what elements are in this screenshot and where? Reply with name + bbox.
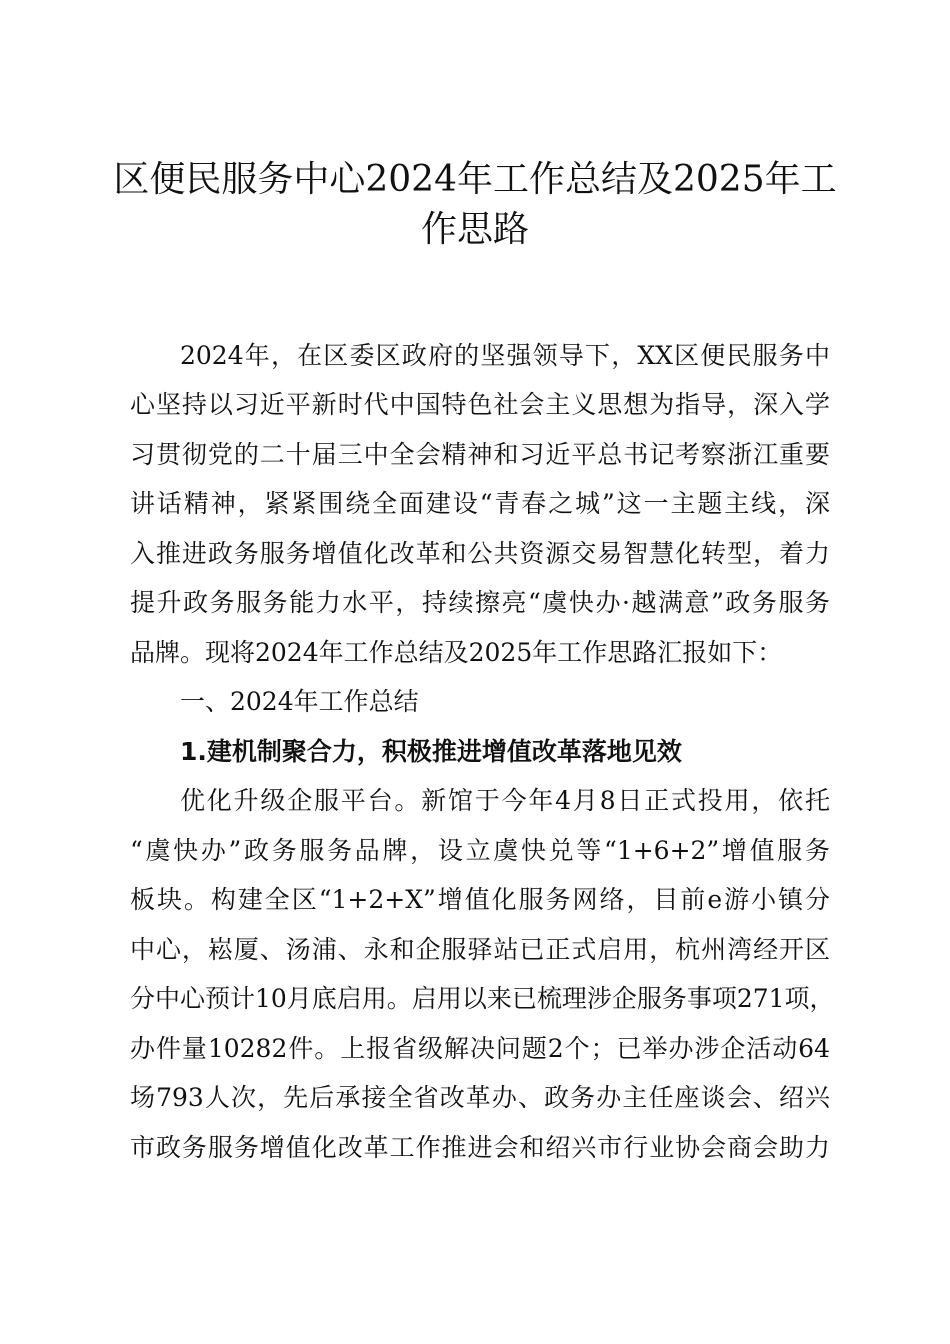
paragraph-line: 2024年，在区委区政府的坚强领导下，XX区便民服务中 [180, 341, 830, 370]
paragraph-line: 提升政务服务能力水平，持续擦亮“虞快办·越满意”政务服务 [130, 588, 830, 617]
paragraph-line: 办件量10282件。上报省级解决问题2个；已举办涉企活动64 [130, 1034, 830, 1063]
paragraph-line: 场793人次，先后承接全省改革办、政务办主任座谈会、绍兴 [130, 1083, 830, 1112]
document-title-line-2: 作思路 [420, 209, 529, 250]
paragraph-line: 中心，崧厦、汤浦、永和企服驿站已正式启用，杭州湾经开区 [130, 935, 830, 964]
section-heading: 一、2024年工作总结 [180, 687, 419, 716]
paragraph-line: 板块。构建全区“1+2+X”增值化服务网络，目前e游小镇分 [130, 885, 830, 914]
paragraph-line: 分中心预计10月底启用。启用以来已梳理涉企服务事项271项， [130, 984, 835, 1013]
paragraph-line: 市政务服务增值化改革工作推进会和绍兴市行业协会商会助力 [130, 1133, 830, 1162]
paragraph-line: 习贯彻党的二十届三中全会精神和习近平总书记考察浙江重要 [130, 440, 830, 469]
paragraph-line: 优化升级企服平台。新馆于今年4月8日正式投用，依托 [180, 786, 830, 815]
paragraph-line: 心坚持以习近平新时代中国特色社会主义思想为指导，深入学 [130, 390, 830, 419]
paragraph-line: 讲话精神，紧紧围绕全面建设“青春之城”这一主题主线，深 [130, 489, 830, 518]
paragraph-line: 入推进政务服务增值化改革和公共资源交易智慧化转型，着力 [130, 539, 830, 568]
document-title-line-1: 区便民服务中心2024年工作总结及2025年工 [113, 159, 837, 200]
paragraph-line: 品牌。现将2024年工作总结及2025年工作思路汇报如下： [130, 638, 783, 667]
paragraph-line: “虞快办”政务服务品牌，设立虞快兑等“1+6+2”增值服务 [130, 836, 830, 865]
subsection-heading: 1.建机制聚合力，积极推进增值改革落地见效 [180, 737, 682, 766]
